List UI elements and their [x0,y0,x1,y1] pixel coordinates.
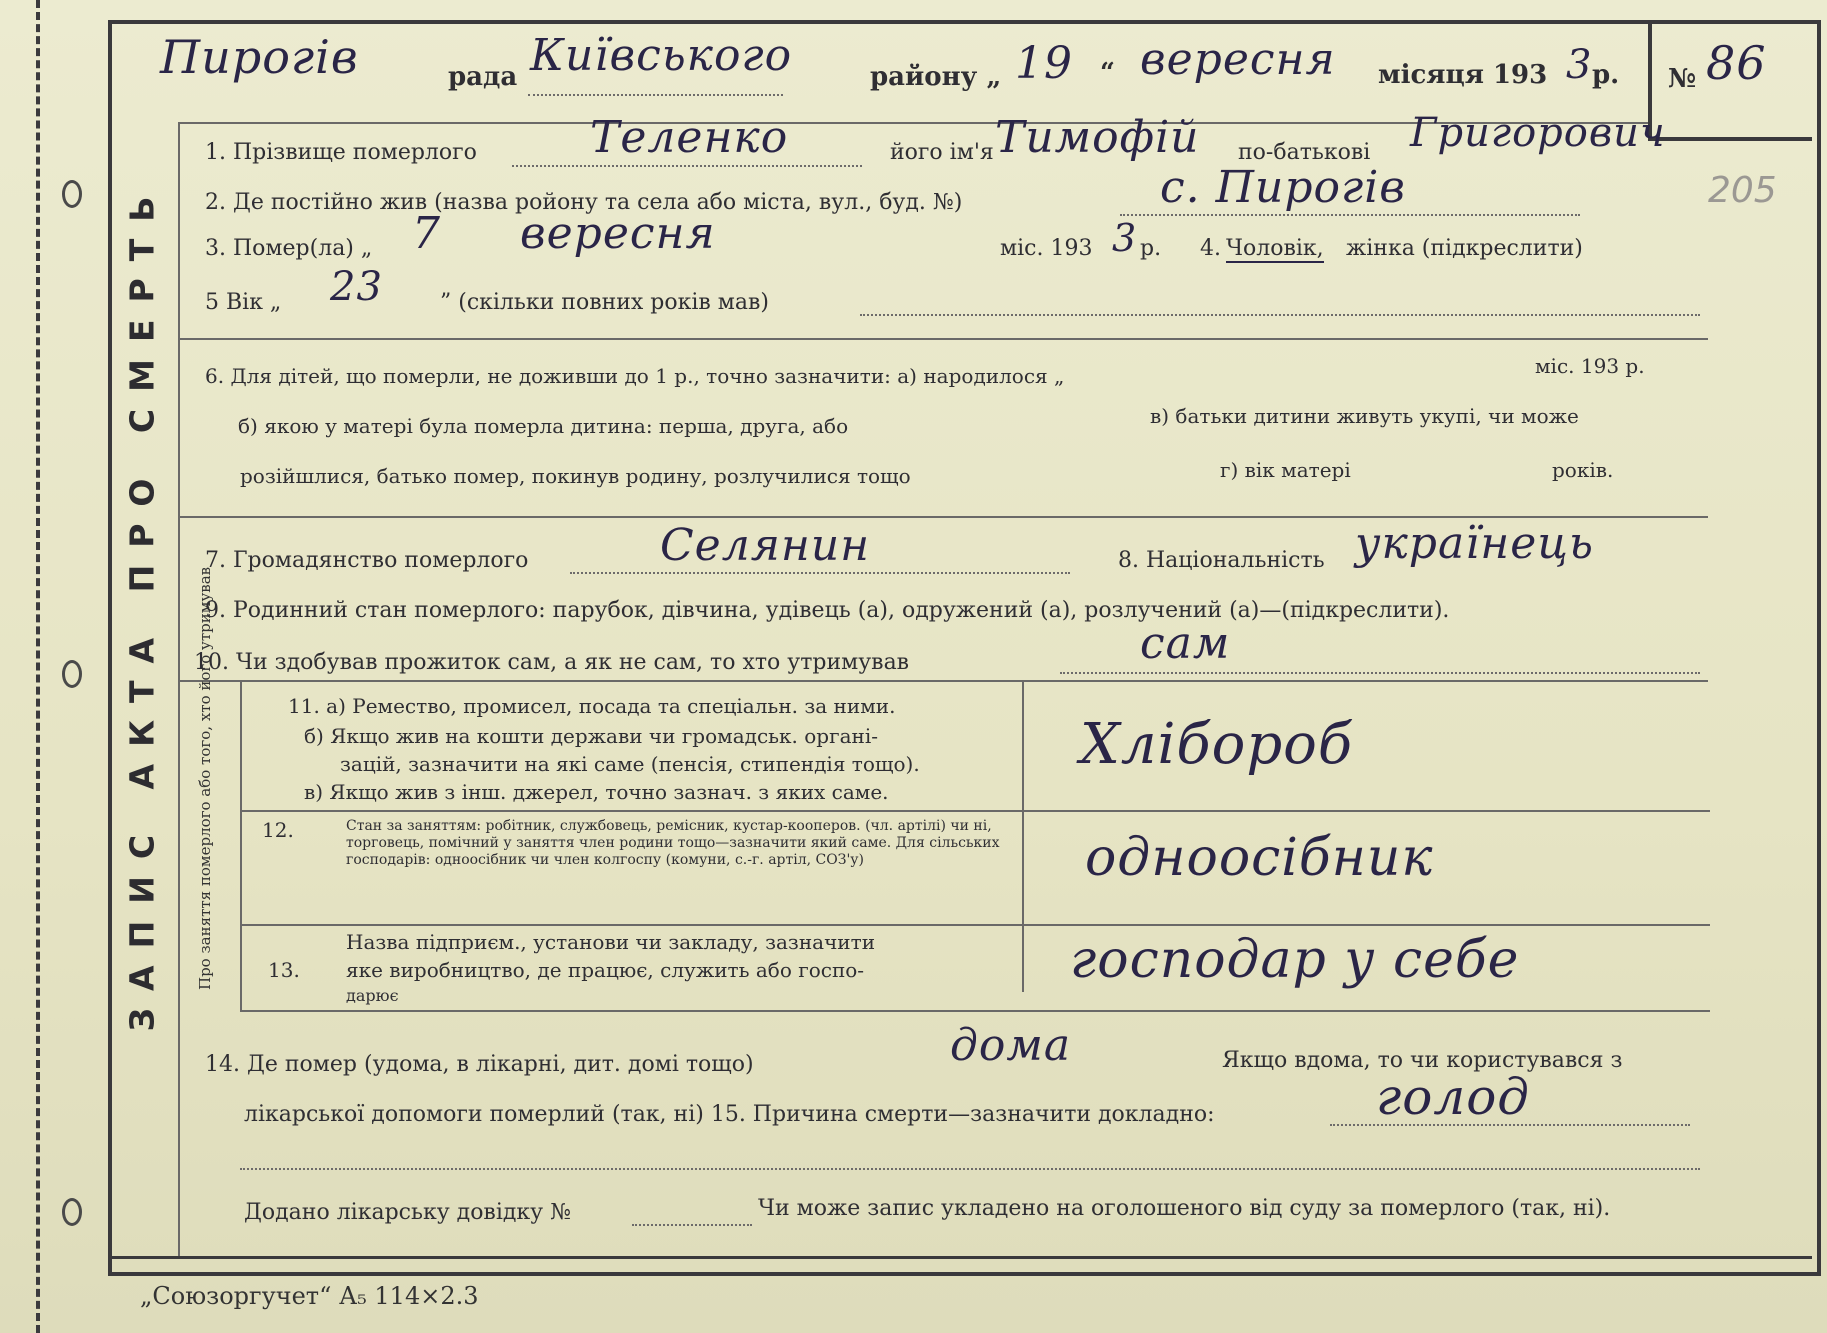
item13-line2: яке виробництво, де працює, служить або госпо- [346,958,865,982]
item6-line1: 6. Для дітей, що померли, не доживши до 1 р., точно зазначити: а) народилося „ [205,364,1065,388]
dotted-line [512,165,862,167]
rada-label: рада [448,62,518,92]
item12-number: 12. [262,818,294,842]
dotted-line [240,1168,1700,1170]
item6-line2-end: в) батьки дитини живуть укупі, чи може [1150,404,1579,428]
side-divider [178,122,180,1257]
place-of-death-handwritten: дома [950,1020,1072,1071]
item15-label: лікарської допомоги померлий (так, ні) 15. Причина смерти—зазначити докладно: [244,1102,1215,1127]
dotted-line [860,314,1700,316]
year-digit-handwritten: 3 [1566,42,1593,88]
row-divider [240,1010,1710,1012]
punch-hole [62,1198,82,1226]
side-title: ЗАПИС АКТА ПРО СМЕРТЬ [122,179,162,1031]
year-suffix: р. [1592,60,1620,90]
male-underlined: Чоловік, [1226,236,1324,261]
row-divider [178,338,1708,340]
item1-label: 1. Прізвище померлого [205,140,477,165]
row-divider [178,680,1708,682]
item11-a: 11. а) Ремество, промисел, посада та спеціальн. за ними. [288,694,896,718]
dotted-line [1330,1124,1690,1126]
row-divider [240,810,1710,812]
archive-stamp: 205 [1708,170,1777,211]
item11-b1: б) Якщо жив на кошти держави чи громадськ. органі- [304,724,878,748]
item5-rest: ” (скільки повних років мав) [440,290,770,315]
death-month-handwritten: вересня [520,208,716,259]
patronymic-handwritten: Григорович [1410,110,1666,156]
item7-label: 7. Громадянство померлого [205,548,529,573]
court-record-label: Чи може запис укладено на оголошеного від суду за померлого (так, ні). [758,1196,1611,1221]
item11-b2: зацій, зазначити на які саме (пенсія, стипендія тощо). [340,752,920,776]
number-handwritten: 86 [1706,36,1767,90]
occupation-side-note: Про заняття померлого або того, хто його утримував [196,566,214,990]
status-handwritten: одноосібник [1085,828,1434,888]
item8-label: 8. Національність [1118,548,1325,573]
item6-line1-end: міс. 193 р. [1535,354,1645,378]
item12-text: Стан за заняттям: робітник, службовець, ремісник, кустар-кооперов. (чл. артілі) чи ні, торговець, помічний у заняття член родини тощо—зазначити який саме. Для сільських господарів: одноосібник чи член колгоспу (комуни, с.-г. артіл, СОЗ'у) [346,818,1000,868]
month-label: місяця 193 [1378,60,1548,90]
item3-year-suffix: р. [1140,236,1162,261]
item2-label: 2. Де постійно жив (назва ройону та села або міста, вул., буд. №) [205,190,963,215]
item13-number: 13. [268,958,300,982]
day-handwritten: 19 [1015,38,1073,89]
item13-line1: Назва підприєм., установи чи закладу, зазначити [346,930,876,954]
livelihood-handwritten: сам [1140,618,1231,669]
block-divider [240,682,242,1012]
occupation-handwritten: Хлібороб [1080,712,1354,777]
citizenship-handwritten: Селянин [660,520,871,571]
dotted-line [1060,672,1700,674]
punch-hole [62,660,82,688]
item13-line3: дарює [346,986,399,1005]
month-handwritten: вересня [1140,34,1336,85]
number-label: № [1668,64,1697,94]
item6-line3-end: років. [1552,458,1614,482]
cause-of-death-handwritten: голод [1376,1068,1530,1126]
dotted-line [632,1224,752,1226]
item11-c: в) Якщо жив з інш. джерел, точно зазнач. з яких саме. [304,780,889,804]
nationality-handwritten: українець [1355,518,1594,569]
name-handwritten: Тимофій [995,112,1200,163]
perforation-line [36,0,40,1333]
item9-label: 9. Родинний стан померлого: парубок, дівчина, удівець (а), одружений (а), розлучений (а)—(підкреслити). [205,598,1450,623]
medical-cert-label: Додано лікарську довідку № [244,1200,571,1225]
age-handwritten: 23 [330,264,383,310]
death-day-handwritten: 7 [412,208,441,259]
block-divider [1022,682,1024,992]
patronymic-label: по-батькові [1238,140,1371,165]
item5-label: 5 Вік „ [205,290,282,315]
raion-label: району „ [870,62,1002,92]
row-divider [240,924,1710,926]
item3-label: 3. Помер(ла) „ [205,236,373,261]
printer-imprint: „Союзоргучет“ А₅ 114×2.3 [140,1282,479,1310]
dotted-line [570,572,1070,574]
death-year-digit: 3 [1112,216,1138,260]
district-handwritten: Київського [530,30,793,81]
item3-year-label: міс. 193 [1000,236,1093,261]
item6-line3-mid: г) вік матері [1220,458,1351,482]
item4-label: 4. [1200,236,1221,261]
village-handwritten: Пирогів [160,30,359,84]
quote-mark: “ [1100,58,1115,88]
item6-line3: розійшлися, батько помер, покинув родину, розлучилися тощо [240,464,911,488]
workplace-handwritten: господар у себе [1070,930,1520,990]
item14-rest: Якщо вдома, то чи користувався з [1222,1048,1623,1073]
bottom-border [112,1256,1812,1259]
surname-handwritten: Теленко [590,112,789,163]
dotted-line [528,94,783,96]
item6-line2: б) якою у матері була померла дитина: перша, друга, або [238,414,849,438]
residence-handwritten: с. Пирогів [1160,162,1406,213]
name-label: його ім'я [890,140,994,165]
item14-label: 14. Де помер (удома, в лікарні, дит. домі тощо) [205,1052,754,1077]
punch-hole [62,180,82,208]
item10-label: 10. Чи здобував прожиток сам, а як не сам, то хто утримував [194,650,910,675]
item4-rest: жінка (підкреслити) [1346,236,1583,261]
dotted-line [1120,214,1580,216]
